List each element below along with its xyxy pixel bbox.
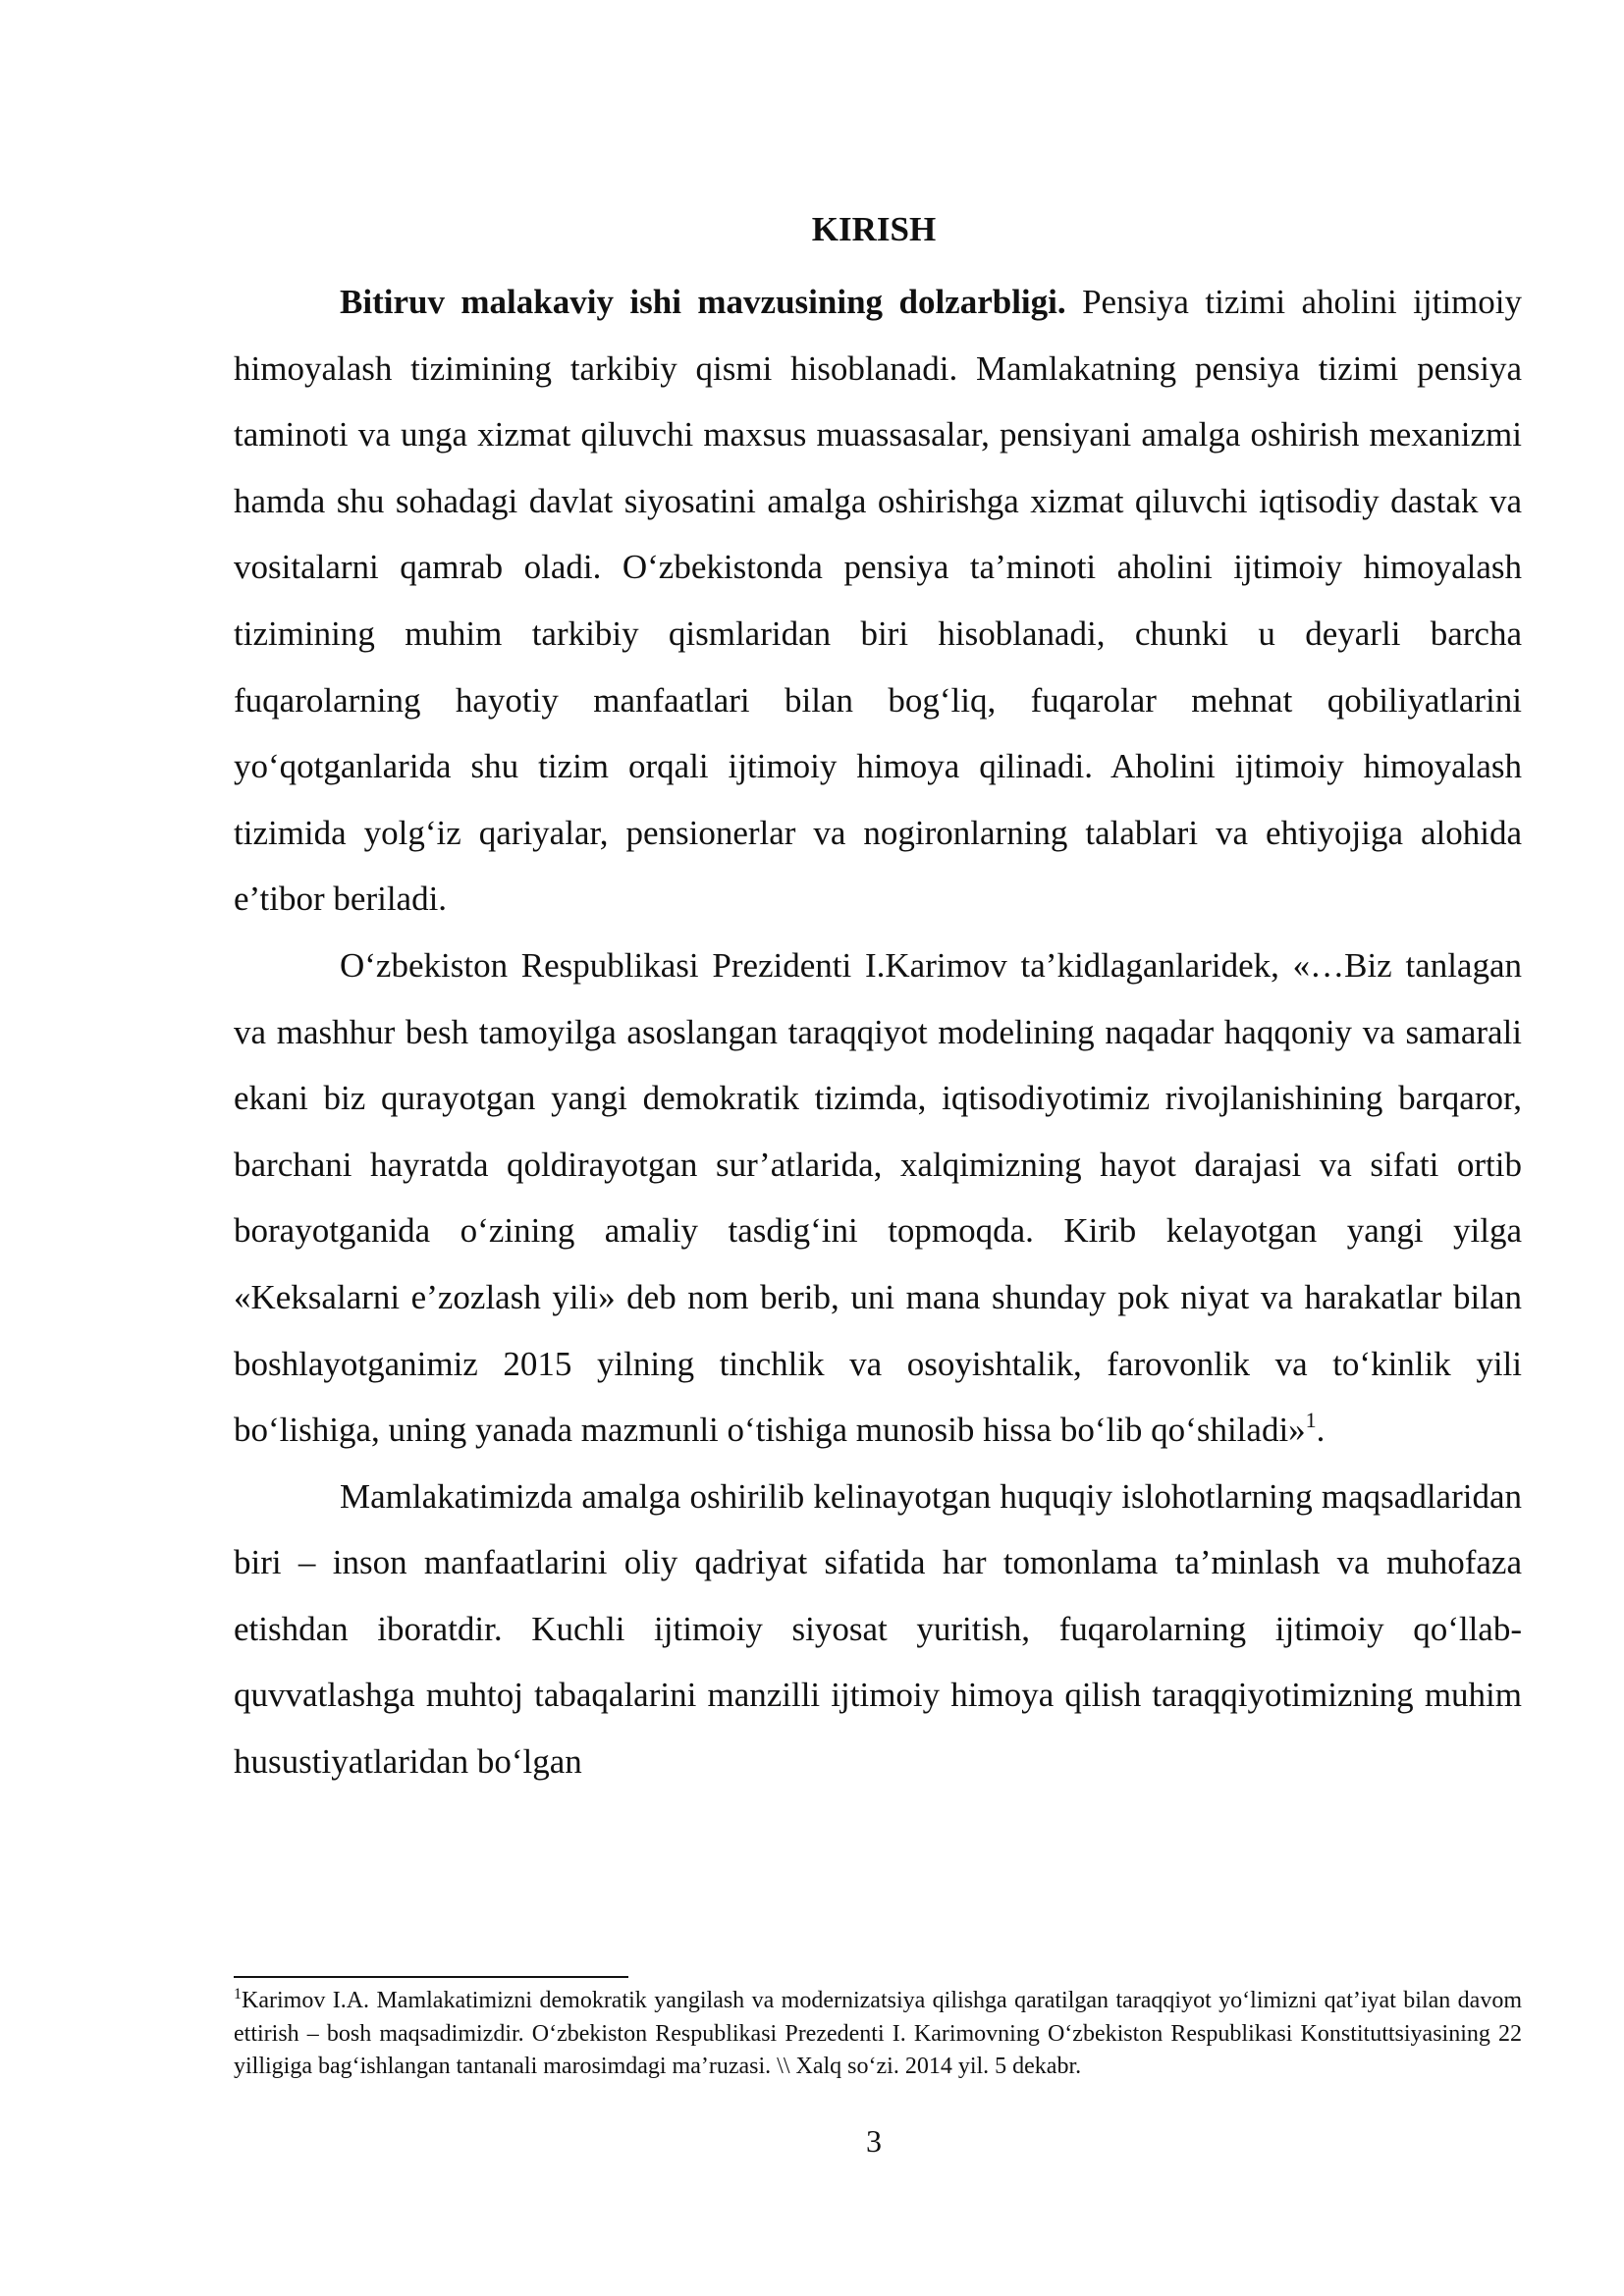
paragraph-2-tail: . — [1316, 1411, 1326, 1450]
paragraph-3-text: Mamlakatimizda amalga oshirilib kelinayotgan huquqiy islohotlarning maqsadlaridan biri – inson manfaatlarini oliy qadriyat sifatida har tomonlama ta’minlash va muhofaza etishdan iboratdir. Kuchli ijtimoiy siyosat yuritish, fuqarolarning ijtimoiy qo‘llab-quvvatlashga muhtoj tabaqalarini manzilli ijtimoiy himoya qilish taraqqiyotimizning muhim husustiyatlaridan bo‘lgan — [234, 1476, 1522, 1782]
section-heading: KIRISH — [811, 210, 937, 248]
footnote-marker: 1 — [234, 1986, 242, 2002]
paragraph-2 — [234, 933, 1522, 1464]
page-number: 3 — [866, 2123, 882, 2159]
body-text — [234, 269, 1522, 1795]
footnote — [234, 1985, 1522, 2084]
paragraph-1-text: Pensiya tizimi aholini ijtimoiy himoyalash tizimining tarkibiy qismi hisoblanadi. Mamlakatning pensiya tizimi pensiya taminoti va unga xizmat qiluvchi maxsus muassasalar, pensiyani amalga oshirish mexanizmi hamda shu sohadagi davlat siyosatini amalga oshirishga xizmat qiluvchi iqtisodiy dastak va vositalarni qamrab oladi. O‘zbekistonda pensiya ta’minoti aholini ijtimoiy himoyalash tizimining muhim tarkibiy qismlaridan biri hisoblanadi, chunki u deyarli barcha fuqarolarning hayotiy manfaatlari bilan bog‘liq, fuqarolar mehnat qobiliyatlarini yo‘qotganlarida shu tizim orqali ijtimoiy himoya qilinadi. Aholini ijtimoiy himoyalash tizimida yolg‘iz qariyalar, pensionerlar va nogironlarning talablari va ehtiyojiga alohida e’tibor beriladi. — [234, 283, 1523, 919]
footnote-text: Karimov I.A. Mamlakatimizni demokratik yangilash va modernizatsiya qilishga qaratilgan taraqqiyot yo‘limizni qat’iyat bilan davom ettirish – bosh maqsadimizdir. O‘zbekiston Respublikasi Prezedenti I. Karimovning O‘zbekiston Respublikasi Konstituttsiyasining 22 yilligiga bag‘ishlangan tantanali marosimdagi ma’ruzasi. \\ Xalq so‘zi. 2014 yil. 5 dekabr. — [234, 1988, 1522, 2079]
paragraph-1 — [234, 269, 1522, 933]
footnote-separator — [234, 1976, 628, 1978]
paragraph-2-text: O‘zbekiston Respublikasi Prezidenti I.Karimov ta’kidlaganlaridek, «…Biz tanlagan va mashhur besh tamoyilga asoslangan taraqqiyot modelining naqadar haqqoniy va samarali ekani biz qurayotgan yangi demokratik tizimda, iqtisodiyotimiz rivojlanishining barqaror, barchani hayratda qoldirayotgan sur’atlarida, xalqimizning hayot darajasi va sifati ortib borayotganida o‘zining amaliy tasdig‘ini topmoqda. Kirib kelayotgan yangi yilga «Keksalarni e’zozlash yili» deb nom berib, uni mana shunday pok niyat va harakatlar bilan boshlayotganimiz 2015 yilning tinchlik va osoyishtalik, farovonlik va to‘kinlik yili bo‘lishiga, uning yanada mazmunli o‘tishiga munosib hissa bo‘lib qo‘shiladi» — [234, 945, 1522, 1450]
footnote-reference[interactable]: 1 — [1305, 1408, 1317, 1433]
paragraph-1-lead: Bitiruv malakaviy ishi mavzusining dolzarbligi. — [340, 283, 1066, 321]
paragraph-3 — [234, 1464, 1522, 1795]
